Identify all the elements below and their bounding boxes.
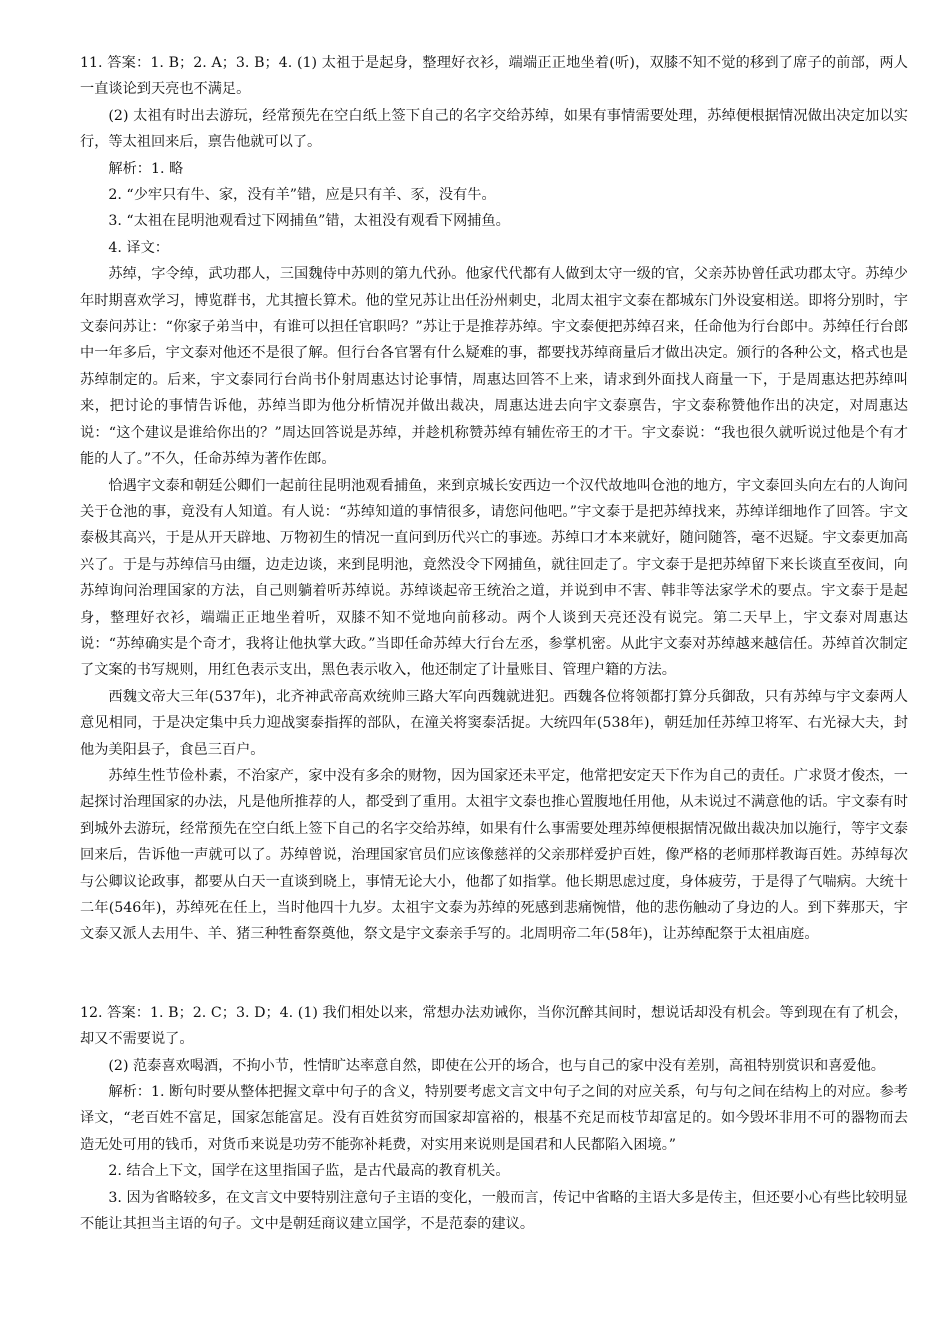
q12-answer-2: (2) 范泰喜欢喝酒，不拘小节，性情旷达率意自然，即使在公开的场合，也与自己的家中没有差别，高祖特别赏识和喜爱他。 (108, 1057, 885, 1074)
q11-analysis-3: 3. “太祖在昆明池观看过下网捕鱼”错，太祖没有观看下网捕鱼。 (108, 213, 510, 230)
q11-translation-paragraph-4: 苏绰生性节俭朴素，不治家产，家中没有多余的财物，因为国家还未平定，他常把安定天下作为自己的责任。广求贤才俊杰，一起探讨治理国家的办法，凡是他所推荐的人，都受到了重用。太祖宇文泰也推心置腹地任用他，从未说过不满意他的话。宇文泰有时到城外去游玩，经常预先在空白纸上签下自己的名字交给苏绰，如果有什么事需要处理苏绰便根据情况做出裁决加以施行，等宇文泰回来后，告诉他一声就可以了。苏绰曾说，治理国家官员们应该像慈祥的父亲那样爱护百姓，像严格的老师那样教诲百姓。苏绰每次与公卿议论政事，都要从白天一直谈到晓上，事情无论大小，他都了如指掌。他长期思虑过度，身体疲劳，于是得了气喘病。大统十二年(546年)，苏绰死在任上，当时他四十九岁。太祖宇文泰为苏绰的死感到悲痛惋惜，他的悲伤触动了身边的人。到下葬那天，宇文泰又派人去用牛、羊、猪三种牲畜祭奠他，祭文是宇文泰亲手写的。北周明帝二年(58年)，让苏绰配祭于太祖庙庭。 (80, 767, 908, 943)
q11-translation-paragraph-1: 苏绰，字令绰，武功郡人，三国魏侍中苏则的第九代孙。他家代代都有人做到太守一级的官，父亲苏协曾任武功郡太守。苏绰少年时期喜欢学习，博览群书，尤其擅长算术。他的堂兄苏让出任汾州刺史，北周太祖宇文泰在都城东门外设宴相送。即将分别时，宇文泰问苏让：“你家子弟当中，有谁可以担任官职吗？”苏让于是推荐苏绰。宇文泰便把苏绰召来，任命他为行台郎中。苏绰任行台郎中一年多后，宇文泰对他还不是很了解。但行台各官署有什么疑难的事，都要找苏绰商量后才做出决定。颁行的各种公文，格式也是苏绰制定的。后来，宇文泰同行台尚书仆射周惠达讨论事情，周惠达回答不上来，请求到外面找人商量一下，于是周惠达把苏绰叫来，把讨论的事情告诉他，苏绰当即为他分析情况并做出裁决，周惠达进去向宇文泰禀告，宇文泰称赞他作出的决定，对周惠达说：“这个建议是谁给你出的？”周达回答说是苏绰，并趁机称赞苏绰有辅佐帝王的才干。宇文泰说：“我也很久就听说过他是个有才能的人了。”不久，任命苏绰为著作佐郎。 (80, 266, 908, 468)
q12-analysis-2: 2. 结合上下文，国学在这里指国子监，是古代最高的教育机关。 (108, 1163, 510, 1180)
q11-answer-2: (2) 太祖有时出去游玩，经常预先在空白纸上签下自己的名字交给苏绰，如果有事情需要处理，苏绰便根据情况做出决定加以实行，等太祖回来后，禀告他就可以了。 (80, 107, 908, 151)
q12-answer-line: 12. 答案：1. B；2. C；3. D；4. (1) 我们相处以来，常想办法劝诫你，当你沉醉其间时，想说话却没有机会。等到现在有了机会，却又不需要说了。 (80, 1004, 908, 1048)
q12-analysis-1: 解析：1. 断句时要从整体把握文章中句子的含义，特别要考虑文言文中句子之间的对应关系，句与句之间在结构上的对应。参考译文，“老百姓不富足，国家怎能富足。没有百姓贫穷而国家却富裕的，根基不充足而枝节却富足的。如今毁坏非用不可的器物而去造无处可用的钱币，对货币来说是功劳不能弥补耗费，对实用来说则是国君和人民都陷入困境。” (80, 1084, 908, 1153)
q11-analysis-2: 2. “少牢只有牛、家，没有羊”错，应是只有羊、豕，没有牛。 (108, 187, 496, 204)
q11-translation-paragraph-2: 恰遇宇文泰和朝廷公卿们一起前往昆明池观看捕鱼，来到京城长安西边一个汉代故地叫仓池的地方，宇文泰回头向左右的人询问关于仓池的事，竟没有人知道。有人说：“苏绰知道的事情很多，请您问他吧。”宇文泰于是把苏绰找来，苏绰详细地作了回答。宇文泰极其高兴，于是从开天辟地、万物初生的情况一直问到历代兴亡的事迹。苏绰口才本来就好，随问随答，毫不迟疑。宇文泰更加高兴了。于是与苏绰信马由缰，边走边谈，来到昆明池，竟然没令下网捕鱼，就往回走了。宇文泰于是把苏绰留下来长谈直至夜间，向苏绰询问治理国家的方法，自己则躺着听苏绰说。苏绰谈起帝王统治之道，并说到申不害、韩非等法家学术的要点。宇文泰于是起身，整理好衣衫，端端正正地坐着听，双膝不知不觉地向前移动。两个人谈到天亮还没有说完。第二天早上，宇文泰对周惠达说：“苏绰确实是个奇才，我将让他执掌大政。”当即任命苏绰大行台左丞，参掌机密。从此宇文泰对苏绰越来越信任。苏绰首次制定了文案的书写规则，用红色表示支出，黑色表示收入，他还制定了计量账目、管理户籍的方法。 (80, 477, 908, 679)
question-12-section (80, 1000, 908, 1238)
q11-analysis-4: 4. 译文： (108, 239, 169, 256)
q11-analysis-1: 解析：1. 略 (108, 160, 184, 177)
q12-analysis-3: 3. 因为省略较多，在文言文中要特别注意句子主语的变化，一般而言，传记中省略的主语大多是传主，但还要小心有些比较明显不能让其担当主语的句子。文中是朝廷商议建立国学，不是范泰的建议。 (80, 1189, 908, 1233)
question-11-section (80, 50, 908, 948)
document-content (80, 50, 908, 1237)
q11-translation-paragraph-3: 西魏文帝大三年(537年)，北齐神武帝高欢统帅三路大军向西魏就进犯。西魏各位将领都打算分兵御敌，只有苏绰与宇文泰两人意见相同，于是决定集中兵力迎战窦泰指挥的部队，在潼关将窦泰活捉。大统四年(538年)，朝廷加任苏绰卫将军、右光禄大夫，封他为美阳县子，食邑三百户。 (80, 688, 908, 758)
section-gap (80, 948, 908, 1000)
q11-answer-line: 11. 答案：1. B；2. A；3. B；4. (1) 太祖于是起身，整理好衣衫，端端正正地坐着(听)，双膝不知不觉的移到了席子的前部，两人一直谈论到天亮也不满足。 (80, 55, 908, 98)
